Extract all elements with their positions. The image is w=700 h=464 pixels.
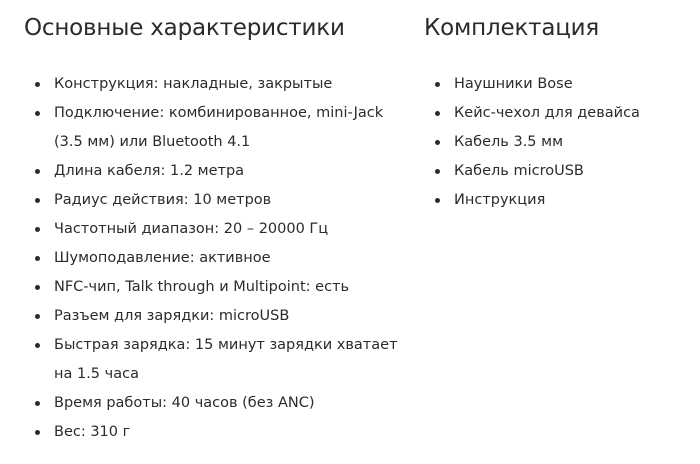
package-list xyxy=(424,70,694,215)
bullet-icon xyxy=(435,169,440,174)
list-item xyxy=(24,273,404,302)
list-item-text: Наушники Bose xyxy=(454,76,573,92)
list-item-text: Инструкция xyxy=(454,192,546,208)
list-item-text: Быстрая зарядка: 15 минут зарядки хватает на 1.5 часа xyxy=(54,337,398,382)
list-item xyxy=(24,244,404,273)
bullet-icon xyxy=(435,140,440,145)
list-item-text: Частотный диапазон: 20 – 20000 Гц xyxy=(54,221,329,237)
list-item-text: Радиус действия: 10 метров xyxy=(54,192,272,208)
specs-heading: Основные характеристики xyxy=(24,15,345,41)
bullet-icon xyxy=(35,314,40,319)
list-item xyxy=(24,186,404,215)
bullet-icon xyxy=(35,169,40,174)
list-item-text: Кейс-чехол для девайса xyxy=(454,105,640,121)
bullet-icon xyxy=(435,198,440,203)
list-item-text: Подключение: комбинированное, mini-Jack (3.5 мм) или Bluetooth 4.1 xyxy=(54,105,384,150)
bullet-icon xyxy=(35,82,40,87)
specs-list xyxy=(24,70,404,447)
package-section xyxy=(424,0,694,215)
bullet-icon xyxy=(435,111,440,116)
bullet-icon xyxy=(35,430,40,435)
list-item xyxy=(24,331,404,389)
list-item xyxy=(24,418,404,447)
list-item-text: Кабель microUSB xyxy=(454,163,584,179)
bullet-icon xyxy=(35,401,40,406)
specs-section xyxy=(24,0,404,447)
list-item xyxy=(424,70,694,99)
list-item-text: Длина кабеля: 1.2 метра xyxy=(54,163,245,179)
list-item xyxy=(24,70,404,99)
bullet-icon xyxy=(35,111,40,116)
list-item xyxy=(424,99,694,128)
bullet-icon xyxy=(35,198,40,203)
list-item xyxy=(24,389,404,418)
list-item-text: Разъем для зарядки: microUSB xyxy=(54,308,290,324)
bullet-icon xyxy=(35,227,40,232)
bullet-icon xyxy=(35,285,40,290)
bullet-icon xyxy=(35,256,40,261)
list-item-text: Время работы: 40 часов (без ANC) xyxy=(54,395,315,411)
list-item-text: Конструкция: накладные, закрытые xyxy=(54,76,333,92)
list-item xyxy=(424,128,694,157)
list-item-text: Кабель 3.5 мм xyxy=(454,134,564,150)
list-item-text: Шумоподавление: активное xyxy=(54,250,271,266)
bullet-icon xyxy=(35,343,40,348)
bullet-icon xyxy=(435,82,440,87)
list-item xyxy=(424,186,694,215)
list-item xyxy=(24,99,404,157)
list-item-text: NFC-чип, Talk through и Multipoint: есть xyxy=(54,279,350,295)
list-item xyxy=(24,302,404,331)
list-item xyxy=(24,157,404,186)
list-item-text: Вес: 310 г xyxy=(54,424,131,440)
package-heading: Комплектация xyxy=(424,15,600,41)
list-item xyxy=(24,215,404,244)
list-item xyxy=(424,157,694,186)
